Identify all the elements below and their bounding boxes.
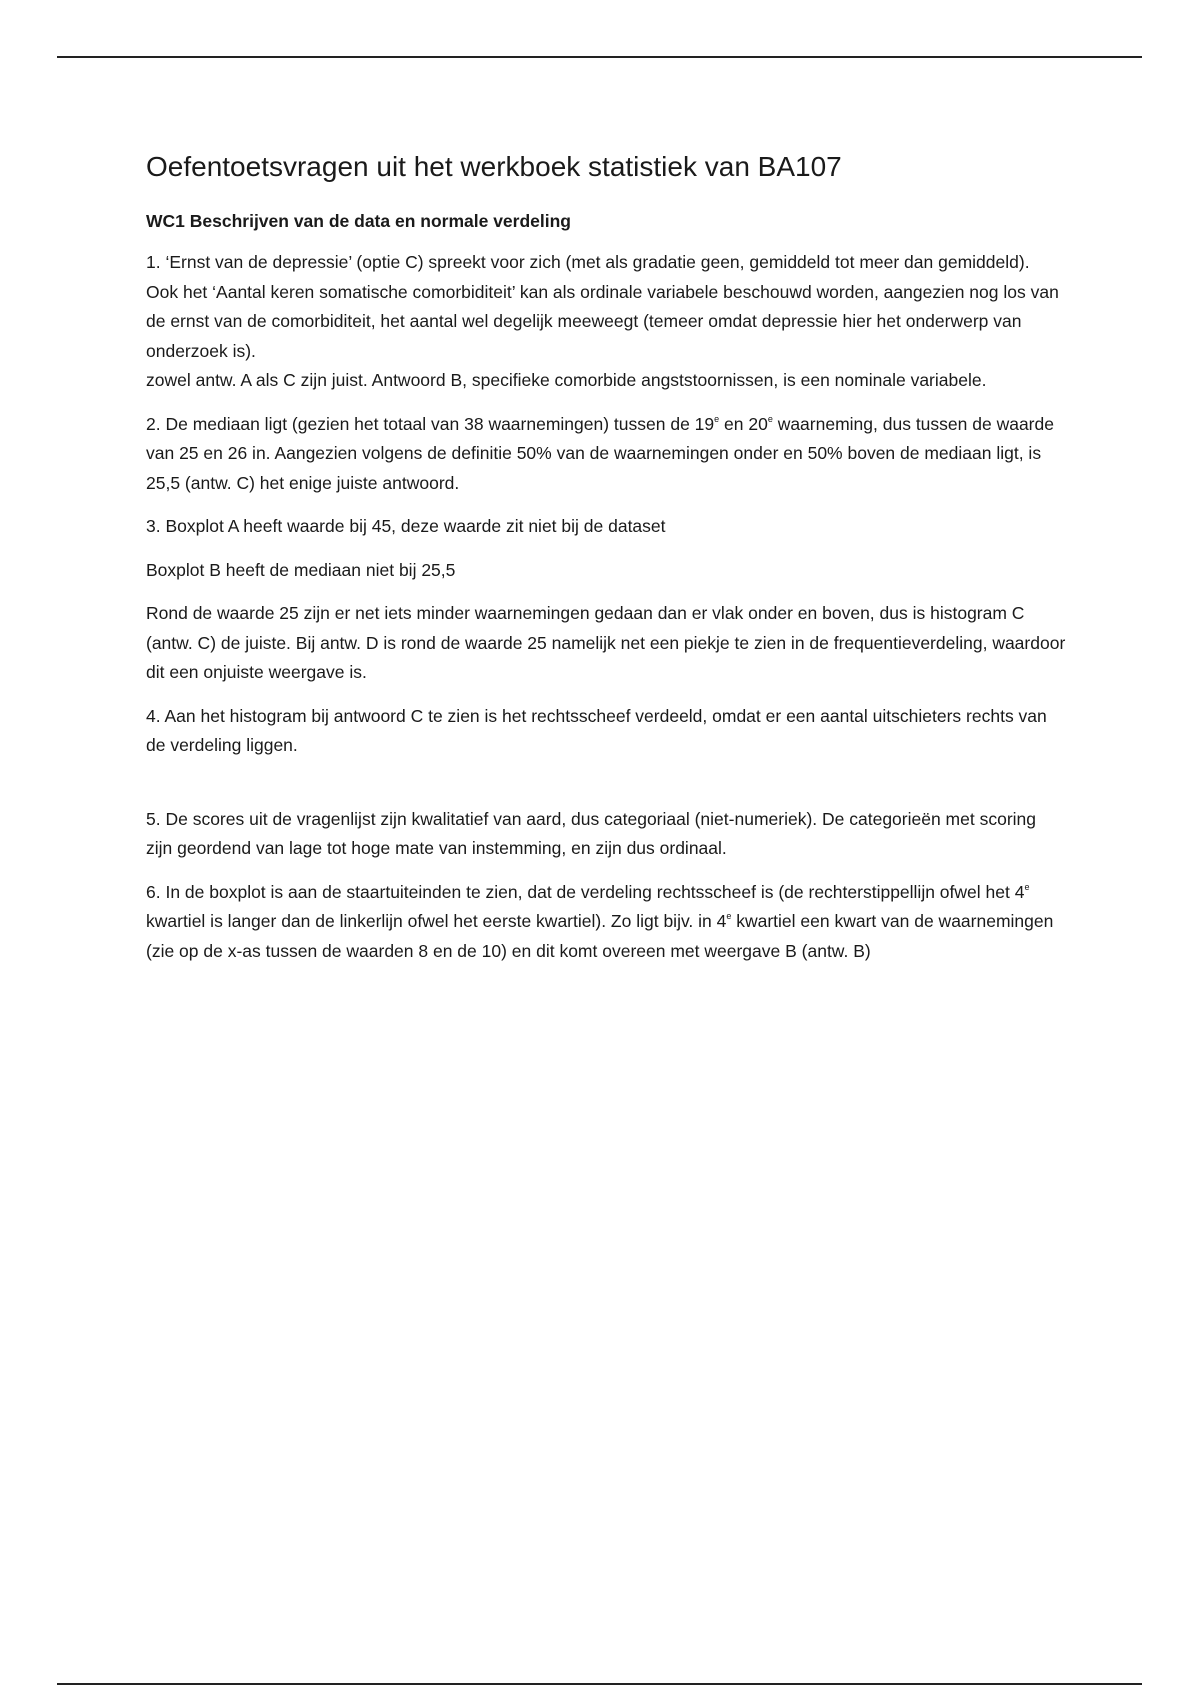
answer-2 [146, 410, 1066, 499]
section-heading: WC1 Beschrijven van de data en normale verdeling [146, 211, 571, 231]
answer-2-part-b: en 20 [719, 413, 768, 434]
answer-2-part-c: waarneming, dus tussen de waarde van 25 en 26 in. Aangezien volgens de definitie 50% van de waarnemingen onder en 50% boven de mediaan ligt, is 25,5 (antw. C) het enige juiste antwoord. [146, 413, 1054, 493]
answer-6 [146, 878, 1066, 967]
answer-5: 5. De scores uit de vragenlijst zijn kwalitatief van aard, dus categoriaal (niet-numeriek). De categorieën met scoring zijn geordend van lage tot hoge mate van instemming, en zijn dus ordinaal. [146, 808, 1037, 858]
answer-2-part-a: 2. De mediaan ligt (gezien het totaal van 38 waarnemingen) tussen de 19 [146, 413, 715, 434]
answer-3-boxplot-a: 3. Boxplot A heeft waarde bij 45, deze waarde zit niet bij de dataset [146, 516, 666, 536]
answer-3-histogram: Rond de waarde 25 zijn er net iets minder waarnemingen gedaan dan er vlak onder en boven, dus is histogram C (antw. C) de juiste. Bij antw. D is rond de waarde 25 namelijk net een piekje te zien in de frequentieverdeling, waardoor dit een onjuiste weergave is. [146, 603, 1066, 682]
ordinal-superscript: e [1024, 881, 1030, 892]
answer-6-part-c: kwartiel een kwart van de waarnemingen (zie op de x-as tussen de waarden 8 en de 10) en dit komt overeen met weergave B (antw. B) [146, 911, 1054, 961]
header-rule [57, 56, 1142, 58]
footer-rule [57, 1683, 1142, 1685]
answer-1-line-3: zowel antw. A als C zijn juist. Antwoord B, specifieke comorbide angststoornissen, is een nominale variabele. [146, 370, 987, 390]
answer-1-line-2: Ook het ‘Aantal keren somatische comorbiditeit’ kan als ordinale variabele beschouwd worden, aangezien nog los van de ernst van de comorbiditeit, het aantal wel degelijk meeweegt (temeer omdat depressie hier het onderwerp van onderzoek is). [146, 281, 1059, 361]
answer-3-boxplot-b: Boxplot B heeft de mediaan niet bij 25,5 [146, 559, 456, 580]
ordinal-superscript: e [714, 413, 720, 424]
answer-1-line-1: 1. ‘Ernst van de depressie’ (optie C) spreekt voor zich (met als gradatie geen, gemiddeld tot meer dan gemiddeld). [146, 252, 1030, 272]
answer-4: 4. Aan het histogram bij antwoord C te zien is het rechtsscheef verdeeld, omdat er een aantal uitschieters rechts van de verdeling liggen. [146, 705, 1047, 755]
ordinal-superscript: e [767, 413, 773, 424]
ordinal-superscript: e [726, 911, 732, 921]
answer-6-part-a: 6. In de boxplot is aan de staartuiteinden te zien, dat de verdeling rechtsscheef is (de rechterstippellijn ofwel het 4 [146, 881, 1025, 902]
document-title: Oefentoetsvragen uit het werkboek statistiek van BA107 [146, 151, 842, 182]
answer-1 [146, 248, 1066, 396]
answer-6-part-b: kwartiel is langer dan de linkerlijn ofwel het eerste kwartiel). Zo ligt bijv. in 4 [146, 911, 727, 931]
document-body [146, 146, 1066, 980]
paragraph-gap [146, 775, 1066, 805]
